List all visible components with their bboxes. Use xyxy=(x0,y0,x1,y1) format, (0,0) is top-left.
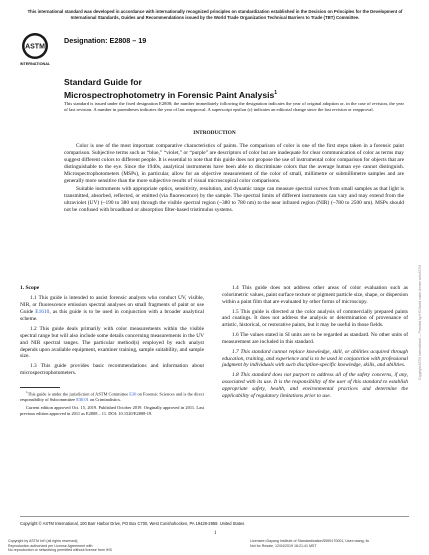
logo-subtext: INTERNATIONAL xyxy=(20,62,50,66)
footnote-1 xyxy=(20,390,204,403)
footnote-mark: 1 xyxy=(26,389,28,394)
international-standard-notice: This international standard was developed in accordance with internationally recognized principles on standardization established in the Decision on Principles for the Development of International Standards, Guides and Recommendations issued by the World Trade Organization Technical Barriers to Trade (TBT) Committee. xyxy=(27,9,403,20)
left-column xyxy=(20,285,204,419)
section-1-2: 1.2 This guide deals primarily with color measurements within the visible spectral range but will also include some details concerning measurements in the UV and NIR spectral ranges. The particular method(s) employed by each analyst depends upon available equipment, examiner training, sample suitability, and sample size. xyxy=(20,325,204,360)
designation: Designation: E2808 – 19 xyxy=(64,36,147,45)
license-left-line-3: No reproduction or networking permitted without license from IHS xyxy=(8,548,112,553)
footnote-text-c: on Criminalistics. xyxy=(88,397,122,403)
license-left-line-2: Reproduction authorized per License Agreement with xyxy=(8,543,93,548)
section-1-1 xyxy=(20,295,204,323)
license-right-line-2: Not for Resale, 12/04/2019 18:21:41 MST xyxy=(250,543,317,548)
footnote-divider xyxy=(20,387,60,388)
license-right-line-1: Licensee=Dayang Institute of Standardization/5959170001, User=wang, liu xyxy=(250,539,370,543)
page-number: 1 xyxy=(214,531,217,536)
license-left-line-1: Copyright by ASTM Int'l (all rights reserved); xyxy=(8,539,79,543)
right-column xyxy=(222,285,408,403)
document-title xyxy=(64,77,394,100)
section-1-7: 1.7 This standard cannot replace knowledge, skill, or abilities acquired through education, training, and experience and is to be used in conjunction with professional judgment by individuals with such discipline-specific knowledge, skills, and abilities. xyxy=(222,348,408,369)
section-1-1-text-b: , as this guide is to be used in conjunction with a broader analytical scheme. xyxy=(20,309,204,323)
section-1-6: 1.6 The values stated in SI units are to be regarded as standard. No other units of measurement are included in this standard. xyxy=(222,332,408,345)
title-line-1: Standard Guide for xyxy=(64,77,142,87)
guide-e1610-link[interactable]: E1610 xyxy=(35,309,50,316)
copyright-line: Copyright © ASTM International, 100 Barr Harbor Drive, PO Box C700, West Conshohocken, PA 19428-2959. United States xyxy=(20,521,245,526)
title-line-2-text: Microspectrophotometry in Forensic Paint Analysis xyxy=(64,89,275,100)
section-1-5: 1.5 This guide is directed at the color analysis of commercially prepared paints and coatings. It does not address the analysis or determination of provenance of artistic, historical, or restorative paints, but it may be useful in those fields. xyxy=(222,308,408,329)
intro-paragraph-2: Suitable instruments with appropriate optics, sensitivity, resolution, and dynamic range can measure spectral curves from small samples as that light is transmitted, absorbed, reflected, or emitted (via fluorescence) by the sample. The spectral limits of different instruments can vary and may extend from the ultraviolet (UV) (~190 to 380 nm) through the visible spectral region (~380 to 780 nm) to the near infrared region (NIR) (~780 to 2500 nm). MSPs should not be confused with broadband or absorption filter-based tristimulus systems. xyxy=(64,185,404,213)
license-info-right xyxy=(250,539,369,548)
footnote-text-b: on Forensic Sciences and is the direct responsibility of Subcommittee xyxy=(20,391,204,403)
section-1-3: 1.3 This guide provides basic recommendations and information about microspectrophotometers. xyxy=(20,363,204,377)
footnote-text-a: This guide is under the jurisdiction of ASTM Committee xyxy=(27,391,130,397)
license-info-left xyxy=(8,539,112,553)
footnote-edition: Current edition approved Oct. 15, 2019. Published October 2019. Originally approved in 2011. Last previous edition approved in 2011 as E2808 – 11. DOI: 10.1520/E2808-19. xyxy=(20,405,204,417)
issue-note: This standard is issued under the fixed designation E2808; the number immediately following the designation indicates the year of original adoption or, in the case of revision, the year of last revision. A number in parentheses indicates the year of last reapproval. A superscript epsilon (ε) indicates an editorial change since the last revision or reapproval. xyxy=(64,101,404,112)
scope-heading: 1. Scope xyxy=(20,285,40,291)
license-side-text: Copyright ASTM International — Provided by IHS Markit under license with ASTM xyxy=(418,264,422,380)
committee-e30-link[interactable]: E30 xyxy=(129,391,137,397)
section-1-8: 1.8 This standard does not purport to address all of the safety concerns, if any, associated with its use. It is the responsibility of the user of this standard to establish appropriate safety, health, and environmental practices and determine the applicability of regulatory limitations prior to use. xyxy=(222,372,408,399)
introduction-heading: INTRODUCTION xyxy=(193,130,236,136)
astm-logo xyxy=(20,32,50,70)
introduction-body xyxy=(64,143,404,214)
section-1-1-text-a: 1.1 This guide is intended to assist forensic analysts who conduct UV, visible, NIR, or fluorescence emission spectral analyses on small fragments of paint or use Guide xyxy=(20,295,204,316)
logo-text: ASTM xyxy=(25,43,45,51)
subcommittee-e30-01-link[interactable]: E30.01 xyxy=(76,397,89,403)
title-footnote-mark: 1 xyxy=(274,89,278,96)
section-1-4: 1.4 This guide does not address other areas of color evaluation such as colorimetric values, paint surface texture or pigment particle size, shape, or dispersion within a paint film that are evaluated by other forms of microscopy. xyxy=(222,285,408,305)
title-line-2 xyxy=(64,88,394,100)
intro-paragraph-1: Color is one of the most important comparative characteristics of paints. The comparison of color is one of the first steps taken in a forensic paint comparison. Subjective terms such as “blue,” “violet,” or “purple” are descriptors of color but are inadequate for clear communication of color as terms may suggest different colors to different people. It is essential to note that this guide does not propose the use of instrumental color comparison for objects that are distinguishable to the eye. Since the 1940s, analytical instruments have been able to discriminate colors that the average human eye cannot distinguish. Microspectrophotometers (MSPs), in particular, allow for an objective measurement of the color of small, millimetre or submillimetre samples and are generally more sensitive than the more subjective results of visual microscopical color comparisons. xyxy=(64,143,404,185)
footer-divider xyxy=(20,516,409,517)
